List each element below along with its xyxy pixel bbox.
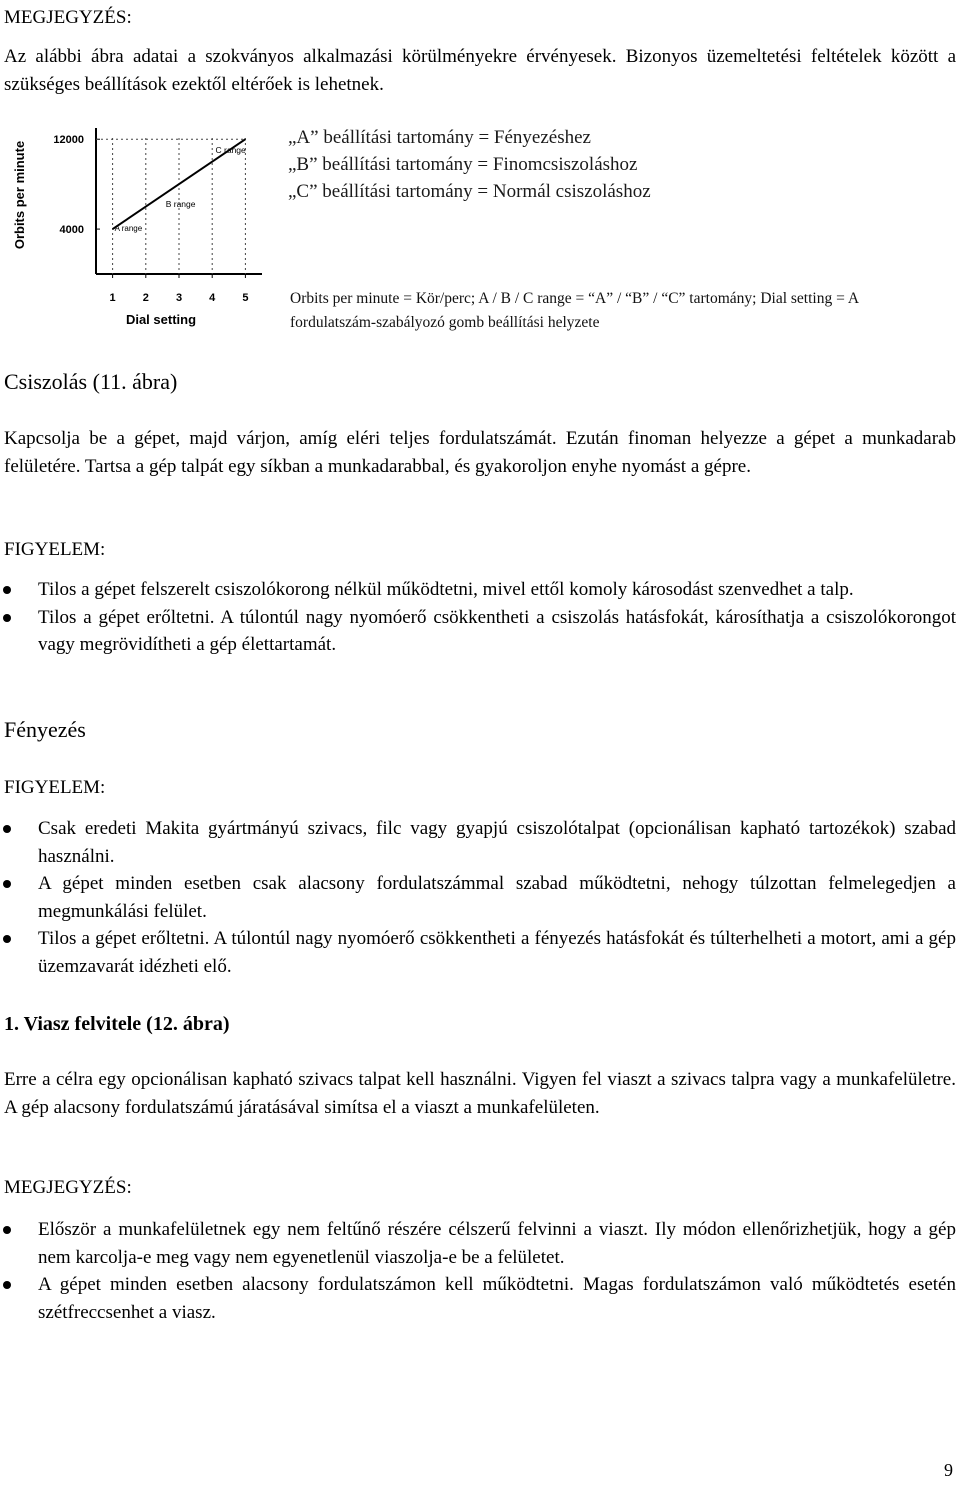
page-number: 9: [944, 1460, 953, 1480]
x-tick-label-0: 1: [109, 292, 116, 304]
bullet-dot: [3, 614, 11, 622]
range-label-c: C range: [215, 144, 246, 155]
wax-bullets: [0, 1216, 956, 1326]
list-item: A gépet minden esetben csak alacsony fordulatszámmal szabad működtetni, nehogy túlzottan felmelegedjen a megmunkálási felület.: [0, 870, 956, 925]
legend-caption: Orbits per minute = Kör/perc; A / B / C range = “A” / “B” / “C” tartomány; Dial setting = A fordulatszám-szabályozó gomb beállítási helyzete: [290, 290, 859, 331]
y-axis-title: Orbits per minute: [12, 140, 27, 250]
note-label: MEGJEGYZÉS:: [4, 7, 132, 28]
bullet-dot: [3, 1226, 11, 1234]
legend-line-c: „C” beállítási tartomány = Normál csiszoláshoz: [288, 181, 651, 202]
section-title-polishing: Fényezés: [4, 717, 86, 742]
sanding-caution-label: FIGYELEM:: [4, 539, 106, 560]
list-item: Tilos a gépet erőltetni. A túlontúl nagy nyomóerő csökkentheti a fényezés hatásfokát és túlterhelheti a motort, ami a gép üzemzavarát idézheti elő.: [0, 925, 956, 980]
x-axis-title: Dial setting: [125, 312, 197, 327]
bullet-dot: [3, 825, 11, 833]
section-title-sanding: Csiszolás (11. ábra): [4, 369, 178, 394]
bullet-dot: [3, 1281, 11, 1289]
range-legend: [288, 124, 956, 205]
section-title-wax: 1. Viasz felvitele (12. ábra): [4, 1013, 230, 1035]
bullet-dot: [3, 586, 11, 594]
range-label-b: B range: [165, 199, 196, 210]
sanding-paragraph: Kapcsolja be a gépet, majd várjon, amíg eléri teljes fordulatszámát. Ezután finoman helyezze a gépet a munkadarab felületére. Tartsa a gép talpát egy síkban a munkadarabbal, és gyakoroljon enyhe nyomást a gépre.: [4, 428, 956, 477]
polishing-bullets: [0, 815, 956, 980]
y-tick-label-0: 4000: [59, 224, 84, 237]
chart-svg: [4, 118, 266, 340]
dial-setting-chart: [4, 118, 266, 340]
legend-line-a: „A” beállítási tartomány = Fényezéshez: [288, 127, 591, 148]
list-item: Tilos a gépet felszerelt csiszolókorong nélkül működtetni, mivel ettől komoly károsodást szenvedhet a talp.: [0, 576, 956, 604]
list-item: Csak eredeti Makita gyártmányú szivacs, filc vagy gyapjú csiszolótalpat (opcionálisan kapható tartozékok) szabad használni.: [0, 815, 956, 870]
wax-paragraph: Erre a célra egy opcionálisan kapható szivacs talpat kell használni. Vigyen fel viaszt a szivacs talpra vagy a munkafelületre. A gép alacsony fordulatszámú járatásával simítsa el a viaszt a munkafelületen.: [4, 1069, 956, 1118]
bullet-dot: [3, 935, 11, 943]
list-item: A gépet minden esetben alacsony fordulatszámon kell működtetni. Magas fordulatszámon való működtetés esetén szétfreccsenhet a viasz.: [0, 1271, 956, 1326]
x-tick-label-4: 5: [242, 292, 249, 304]
x-tick-label-1: 2: [142, 292, 149, 304]
bullet-dot: [3, 880, 11, 888]
y-tick-label-1: 12000: [53, 134, 84, 147]
list-item: Tilos a gépet erőltetni. A túlontúl nagy nyomóerő csökkentheti a csiszolás hatásfokát, károsíthatja a csiszolókorongot vagy megrövidítheti a gép élettartamát.: [0, 604, 956, 659]
wax-note-label: MEGJEGYZÉS:: [4, 1177, 132, 1198]
sanding-bullets: [0, 576, 956, 659]
note-text: Az alábbi ábra adatai a szokványos alkalmazási körülményekre érvényesek. Bizonyos üzemeltetési feltételek között a szükséges beállítások ezektől eltérőek is lehetnek.: [4, 46, 956, 95]
x-tick-label-3: 4: [209, 292, 216, 304]
list-item: Először a munkafelületnek egy nem feltűnő részére célszerű felvinni a viaszt. Ily módon ellenőrizhetjük, hogy a gép nem karcolja-e meg vagy nem egyenetlenül viaszolja-e be a felületet.: [0, 1216, 956, 1271]
range-label-a: A range: [114, 224, 143, 234]
x-tick-label-2: 3: [175, 292, 183, 304]
legend-line-b: „B” beállítási tartomány = Finomcsiszoláshoz: [288, 154, 638, 175]
polishing-caution-label: FIGYELEM:: [4, 777, 106, 798]
